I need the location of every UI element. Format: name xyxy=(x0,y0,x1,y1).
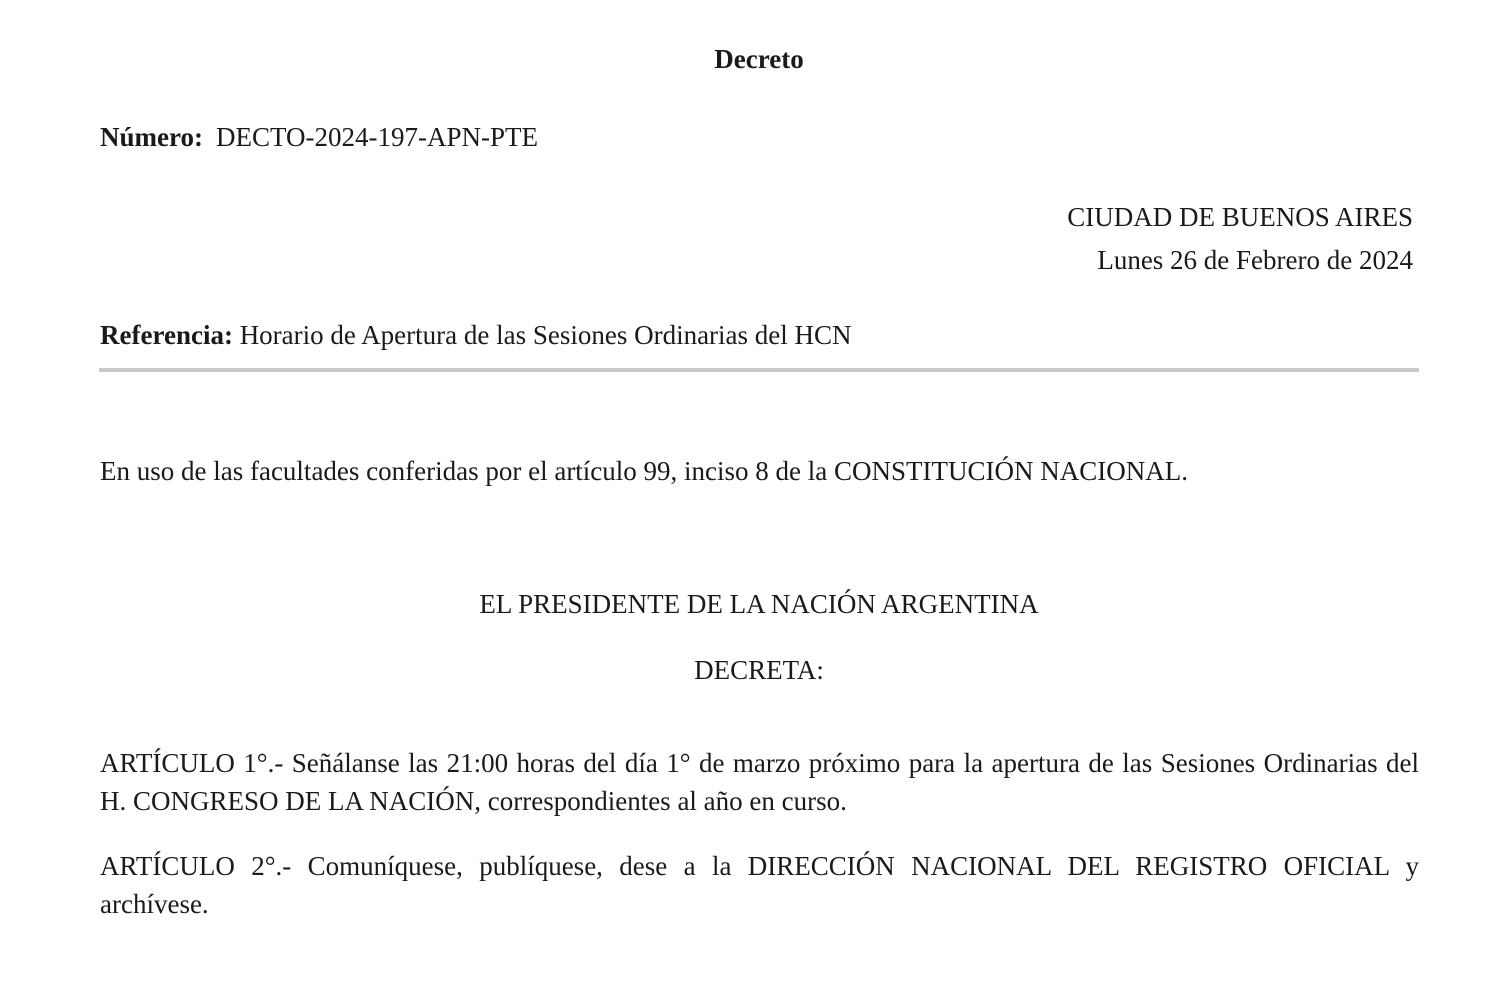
reference-line xyxy=(100,316,852,354)
decree-number-line xyxy=(100,118,538,156)
decree-number-value: DECTO-2024-197-APN-PTE xyxy=(215,122,538,152)
preamble-paragraph: En uso de las facultades conferidas por el artículo 99, inciso 8 de la CONSTITUCIÓN NACIONAL. xyxy=(100,456,1188,486)
article-2-paragraph: ARTÍCULO 2°.- Comuníquese, publíquese, dese a la DIRECCIÓN NACIONAL DEL REGISTRO OFICIAL y archívese. xyxy=(100,851,1419,919)
place-line: CIUDAD DE BUENOS AIRES xyxy=(1067,202,1413,232)
reference-label: Referencia: xyxy=(100,320,233,350)
document-title: Decreto xyxy=(714,44,804,74)
decreta-heading: DECRETA: xyxy=(694,655,824,685)
date-line: Lunes 26 de Febrero de 2024 xyxy=(1097,245,1413,275)
decree-number-label: Número: xyxy=(100,122,203,152)
reference-value: Horario de Apertura de las Sesiones Ordinarias del HCN xyxy=(239,320,852,350)
header-divider xyxy=(99,368,1419,372)
article-1-paragraph: ARTÍCULO 1°.- Señálanse las 21:00 horas del día 1° de marzo próximo para la apertura de las Sesiones Ordinarias del H. CONGRESO DE LA NACIÓN, correspondientes al año en curso. xyxy=(100,748,1419,816)
president-heading: EL PRESIDENTE DE LA NACIÓN ARGENTINA xyxy=(479,589,1039,619)
